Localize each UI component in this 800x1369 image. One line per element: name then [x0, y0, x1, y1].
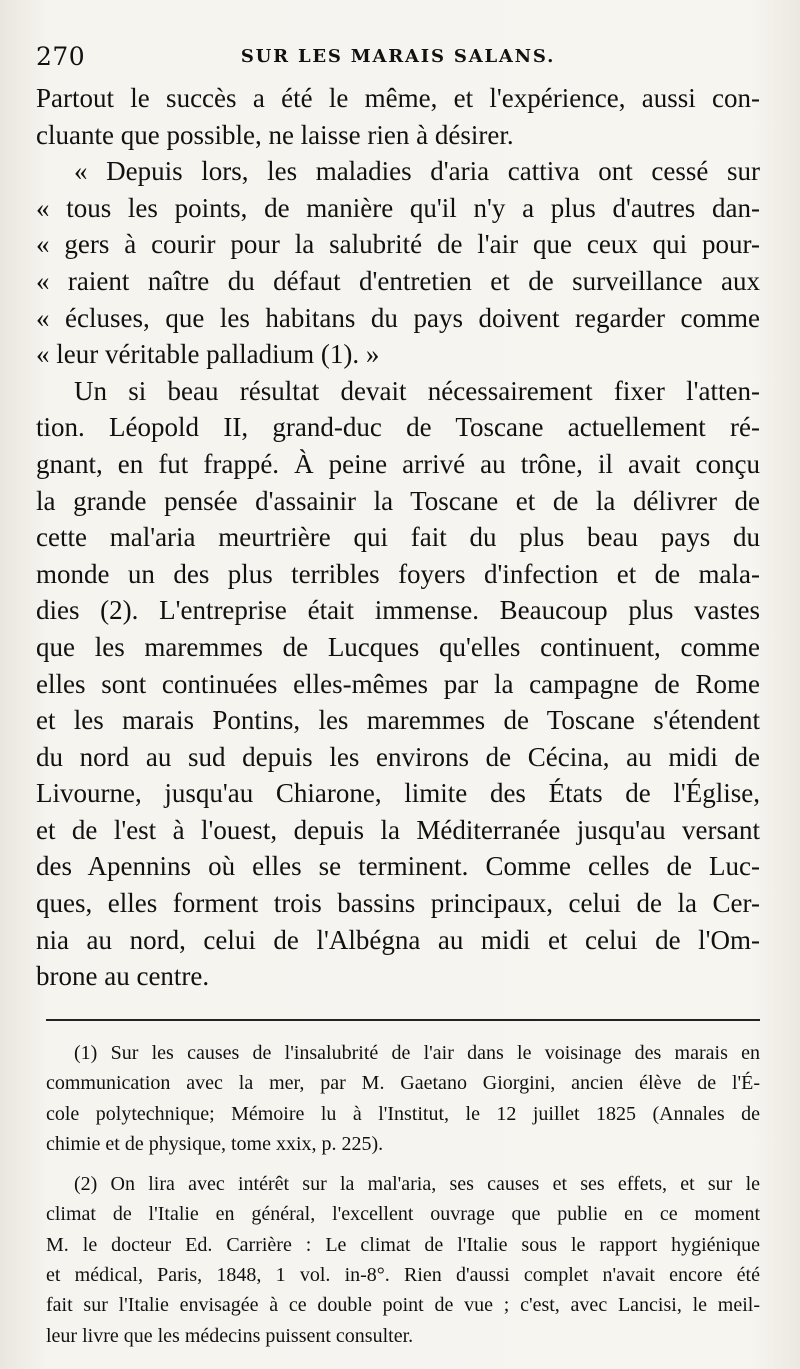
footnote-line: (1) Sur les causes de l'insalubrité de l'air dans le voisinage des marais en [74, 1042, 760, 1064]
footnote-line: communication avec la mer, par M. Gaetano Giorgini, ancien élève de l'É- [46, 1072, 760, 1095]
footnote-line: M. le docteur Ed. Carrière : Le climat de l'Italie sous le rapport hygiénique [46, 1233, 760, 1256]
footnote-line: et médical, Paris, 1848, 1 vol. in-8°. Rien d'aussi complet n'avait encore été [46, 1264, 760, 1287]
footnote-line: leur livre que les médecins puissent consulter. [46, 1324, 414, 1347]
body-line: ques, elles forment trois bassins principaux, celui de la Cer- [36, 888, 760, 919]
footnote-line: chimie et de physique, tome xxix, p. 225). [46, 1132, 384, 1155]
page-header [36, 38, 760, 78]
body-line: des Apennins où elles se terminent. Comme celles de Luc- [36, 851, 760, 882]
footnote-line: cole polytechnique; Mémoire lu à l'Institut, le 12 juillet 1825 (Annales de [46, 1102, 760, 1125]
footnote-1 [46, 1038, 760, 1159]
body-line: Partout le succès a été le même, et l'expérience, aussi con- [36, 83, 760, 113]
body-line: monde un des plus terribles foyers d'infection et de mala- [36, 558, 760, 589]
body-text [36, 80, 760, 995]
footnote-2 [46, 1169, 760, 1351]
body-line: Un si beau résultat devait nécessairement fixer l'atten- [74, 375, 760, 406]
body-line: brone au centre. [36, 961, 210, 992]
body-line: cluante que possible, ne laisse rien à désirer. [36, 119, 514, 150]
body-line: gnant, en fut frappé. À peine arrivé au trône, il avait conçu [36, 448, 760, 479]
body-line: elles sont continuées elles-mêmes par la campagne de Rome [36, 668, 760, 699]
footnote-line: climat de l'Italie en général, l'excellent ouvrage que publie en ce moment [46, 1203, 760, 1226]
footnote-line: fait sur l'Italie envisagée à ce double point de vue ; c'est, avec Lancisi, le meil- [46, 1294, 760, 1317]
body-line: du nord au sud depuis les environs de Cécina, au midi de [36, 741, 760, 772]
footnotes [46, 1038, 760, 1361]
body-line: « leur véritable palladium (1). » [36, 339, 380, 370]
body-line: « gers à courir pour la salubrité de l'air que ceux qui pour- [36, 229, 760, 260]
body-line: dies (2). L'entreprise était immense. Beaucoup plus vastes [36, 595, 760, 626]
footnote-line: (2) On lira avec intérêt sur la mal'aria, ses causes et ses effets, et sur le [74, 1173, 760, 1196]
body-line: tion. Léopold II, grand-duc de Toscane actuellement ré- [36, 412, 760, 443]
body-line: « tous les points, de manière qu'il n'y a plus d'autres dan- [36, 192, 760, 223]
body-line: nia au nord, celui de l'Albégna au midi et celui de l'Om- [36, 924, 760, 955]
body-line: « Depuis lors, les maladies d'aria cattiva ont cessé sur [74, 156, 760, 187]
body-line: « écluses, que les habitans du pays doivent regarder comme [36, 302, 760, 333]
body-line: cette mal'aria meurtrière qui fait du plus beau pays du [36, 522, 760, 553]
body-line: la grande pensée d'assainir la Toscane et de la délivrer de [36, 485, 760, 516]
body-line: et les marais Pontins, les maremmes de Toscane s'étendent [36, 705, 760, 736]
body-line: Livourne, jusqu'au Chiarone, limite des États de l'Église, [36, 778, 760, 809]
body-line: que les maremmes de Lucques qu'elles continuent, comme [36, 631, 760, 662]
body-line: et de l'est à l'ouest, depuis la Méditerranée jusqu'au versant [36, 814, 760, 845]
running-head: SUR LES MARAIS SALANS. [240, 46, 556, 67]
footnote-divider [46, 1019, 760, 1021]
body-line: « raient naître du défaut d'entretien et de surveillance aux [36, 265, 760, 296]
page-number: 270 [36, 42, 86, 71]
